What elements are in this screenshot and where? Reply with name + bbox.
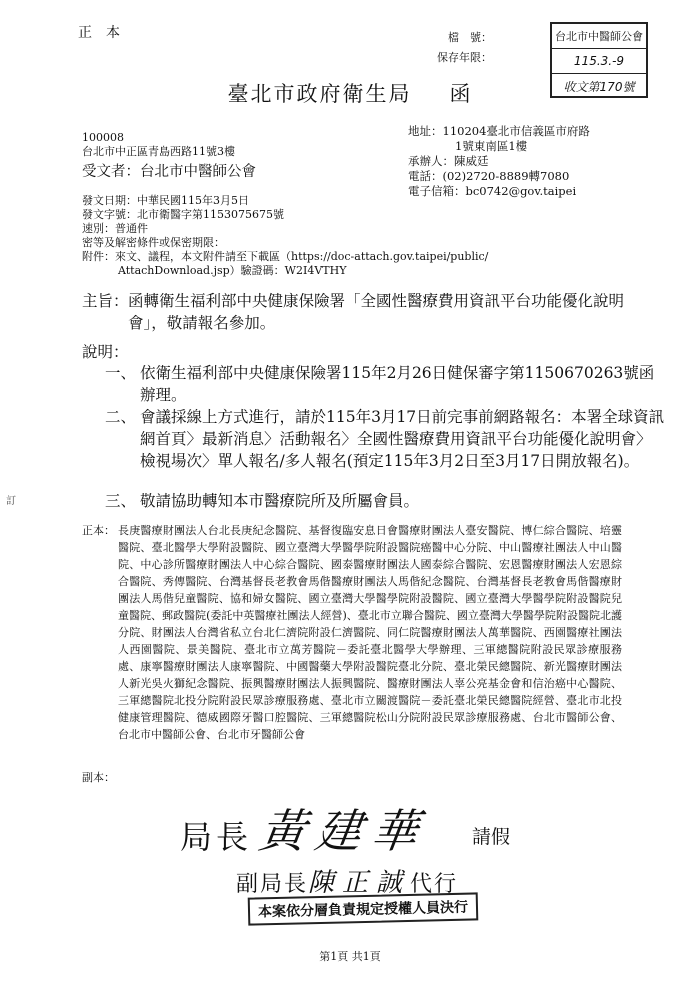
item-text: 依衛生福利部中央健康保險署115年2月26日健保審字第1150670263號函辦理。 bbox=[140, 364, 655, 404]
acting-note: 代行 bbox=[410, 872, 459, 897]
agency-name: 臺北市政府衛生局 bbox=[227, 82, 412, 106]
postal-code: 100008 bbox=[82, 131, 124, 144]
item-number: 三、 bbox=[104, 492, 136, 510]
issue-date: 發文日期：中華民國115年3月5日 bbox=[82, 194, 249, 207]
item-number: 一、 bbox=[104, 364, 136, 382]
cc-label: 副本： bbox=[82, 771, 115, 784]
sender-block bbox=[82, 131, 235, 159]
handler: 承辦人：陳威廷 bbox=[408, 154, 489, 168]
file-number-label: 檔 號： bbox=[448, 31, 492, 44]
attachment-line-2: AttachDownload.jsp）驗證碼：W2I4VTHY bbox=[118, 264, 347, 277]
copy-mark: 正本 bbox=[78, 25, 134, 41]
stamp-receipt-number: 收文第170號 bbox=[563, 79, 635, 94]
binding-margin-mark: 訂 bbox=[6, 496, 16, 507]
document-type: 函 bbox=[449, 82, 473, 106]
leave-note: 請假 bbox=[472, 826, 511, 848]
recipient-address: 台北市中正區青島西路11號3樓 bbox=[82, 145, 235, 158]
item-number: 二、 bbox=[104, 408, 136, 426]
distribution-list bbox=[82, 522, 622, 743]
explanation-item-2 bbox=[100, 406, 665, 472]
distribution-text: 長庚醫療財團法人台北長庚紀念醫院、基督復臨安息日會醫療財團法人臺安醫院、博仁綜合醫院、培靈醫院、臺北醫學大學附設醫院、國立臺灣大學醫學院附設醫院癌醫中心分院、中山醫療社團法人中山醫院、中心診所醫療財團法人中心綜合醫院、國泰醫療財團法人國泰綜合醫院、宏恩醫療財團法人宏恩綜合醫院、秀傳醫院、台灣基督長老教會馬偕醫療財團法人馬偕紀念醫院、台灣基督長老教會馬偕醫療財團法人馬偕兒童醫院、協和婦女醫院、國立臺灣大學醫學院附設醫院、國立臺灣大學醫學院附設醫院兒童醫院、郵政醫院(委託中英醫療社團法人經營)、臺北市立聯合醫院、國立臺灣大學醫學院附設醫院北護分院、財團法人台灣省私立台北仁濟院附設仁濟醫院、同仁院醫療財團法人萬華醫院、西園醫療社團法人西園醫院、景美醫院、臺北市立萬芳醫院－委託臺北醫學大學辦理、三軍總醫院附設民眾診療服務處、康寧醫療財團法人康寧醫院、中國醫藥大學附設醫院臺北分院、臺北榮民總醫院、新光醫療財團法人新光吳火獅紀念醫院、振興醫療財團法人振興醫院、醫療財團法人辜公亮基金會和信治癌中心醫院、三軍總醫院北投分院附設民眾診療服務處、臺北市立關渡醫院－委託臺北榮民總醫院經營、臺北市北投健康管理醫院、德威國際牙醫口腔醫院、三軍總醫院松山分院附設民眾診療服務處、台北市醫師公會、台北市中醫師公會、台北市牙醫師公會 bbox=[118, 524, 622, 741]
deputy-name: 陳正誠 bbox=[308, 868, 411, 898]
document-meta bbox=[82, 194, 488, 278]
stamp-date: 115.3.-9 bbox=[552, 49, 646, 74]
contact-block bbox=[408, 124, 590, 199]
attachment-line-1: 附件：來文、議程，本文附件請至下載區（https://doc-attach.gov.taipei/public/ bbox=[82, 250, 489, 263]
email: 電子信箱：bc0742@gov.taipei bbox=[408, 184, 577, 198]
stamp-organization: 台北市中醫師公會 bbox=[552, 24, 646, 49]
document-title bbox=[0, 78, 700, 108]
explanation-item-3 bbox=[100, 490, 665, 512]
distribution-label: 正本： bbox=[82, 524, 115, 537]
delegation-stamp: 本案依分層負責規定授權人員決行 bbox=[248, 892, 479, 925]
issue-number: 發文字號：北市衛醫字第1153075675號 bbox=[82, 208, 284, 221]
subject-label: 主旨： bbox=[82, 292, 129, 310]
director-title: 局長 bbox=[180, 818, 253, 856]
deputy-title: 副局長 bbox=[236, 872, 309, 897]
file-meta-labels bbox=[408, 28, 492, 68]
item-text: 敬請協助轉知本市醫療院所及所屬會員。 bbox=[140, 492, 420, 510]
subject-text: 函轉衛生福利部中央健康保險署「全國性醫療費用資訊平台功能優化說明會」，敬請報名參加。 bbox=[128, 292, 625, 332]
subject bbox=[82, 290, 662, 334]
contact-address-1: 地址：110204臺北市信義區市府路 bbox=[408, 124, 590, 138]
explanation-label: 說明： bbox=[82, 343, 129, 361]
page-number: 第1頁 共1頁 bbox=[319, 950, 381, 963]
director-signature: 黃建華 bbox=[255, 804, 432, 858]
contact-address-2: 1號東南區1樓 bbox=[455, 139, 528, 153]
secrecy-class: 密等及解密條件或保密期限： bbox=[82, 236, 225, 249]
retention-label: 保存年限： bbox=[437, 51, 492, 64]
explanation-item-1 bbox=[100, 362, 665, 406]
item-text: 會議採線上方式進行，請於115年3月17日前完事前網路報名：本署全球資訊網首頁〉最新消息〉活動報名〉全國性醫療費用資訊平台功能優化說明會〉檢視場次〉單人報名/多人報名(預定115年3月2日至3月17日開放報名)。 bbox=[140, 408, 665, 470]
speed-class: 速別：普通件 bbox=[82, 222, 148, 235]
recipient: 受文者：台北市中醫師公會 bbox=[82, 164, 256, 180]
phone: 電話：(02)2720-8889轉7080 bbox=[408, 169, 570, 183]
